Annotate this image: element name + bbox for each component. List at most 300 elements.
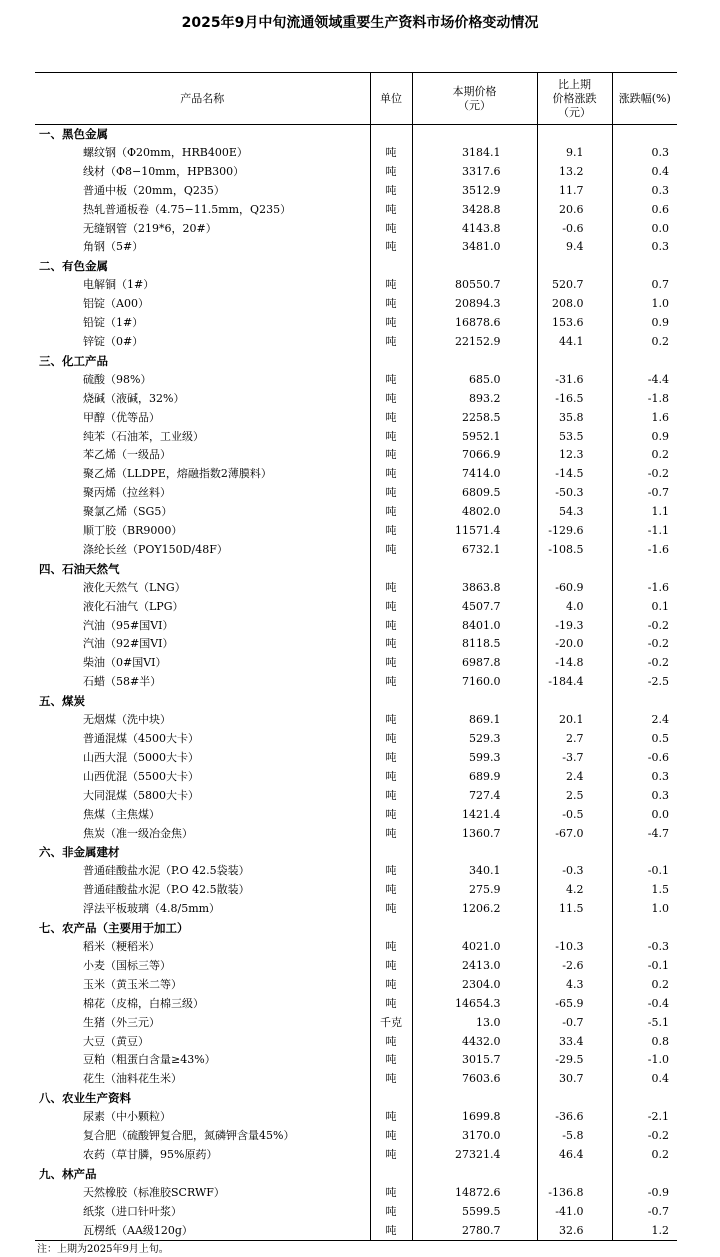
price-cell: 16878.6 bbox=[412, 314, 537, 333]
category-pct-cell bbox=[612, 843, 677, 862]
category-change-cell bbox=[537, 125, 612, 144]
table-row bbox=[35, 579, 677, 598]
table-row bbox=[35, 144, 677, 163]
table-row bbox=[35, 295, 677, 314]
change-cell: 2.4 bbox=[537, 768, 612, 787]
product-name: 聚氯乙烯（SG5） bbox=[83, 505, 173, 519]
change-cell: -16.5 bbox=[537, 390, 612, 409]
price-cell: 2780.7 bbox=[412, 1222, 537, 1241]
product-name: 铅锭（1#） bbox=[83, 316, 144, 330]
table-row bbox=[35, 749, 677, 768]
unit-cell: 吨 bbox=[370, 711, 412, 730]
unit-cell: 吨 bbox=[370, 409, 412, 428]
category-unit-cell bbox=[370, 692, 412, 711]
unit-cell: 吨 bbox=[370, 390, 412, 409]
header-change-line2: 价格涨跌 bbox=[552, 91, 597, 105]
category-name: 一、黑色金属 bbox=[39, 127, 108, 141]
category-unit-cell bbox=[370, 919, 412, 938]
table-row bbox=[35, 446, 677, 465]
product-name: 汽油（92#国VI） bbox=[83, 637, 174, 651]
product-name: 无缝钢管（219*6，20#） bbox=[83, 221, 217, 235]
price-cell: 7160.0 bbox=[412, 673, 537, 692]
table-row bbox=[35, 333, 677, 352]
product-name: 角钢（5#） bbox=[83, 240, 144, 254]
product-name: 普通硅酸盐水泥（P.O 42.5袋装） bbox=[83, 864, 250, 878]
header-price bbox=[412, 73, 537, 125]
table-row bbox=[35, 409, 677, 428]
price-cell: 1360.7 bbox=[412, 825, 537, 844]
unit-cell: 吨 bbox=[370, 1051, 412, 1070]
change-cell: -5.8 bbox=[537, 1127, 612, 1146]
change-cell: -0.6 bbox=[537, 220, 612, 239]
table-row bbox=[35, 900, 677, 919]
pct-cell: -0.2 bbox=[612, 465, 677, 484]
price-cell: 689.9 bbox=[412, 768, 537, 787]
product-name: 电解铜（1#） bbox=[83, 278, 155, 292]
product-name: 纯苯（石油苯，工业级） bbox=[83, 429, 204, 443]
product-name: 山西大混（5000大卡） bbox=[83, 750, 199, 764]
pct-cell: 0.6 bbox=[612, 201, 677, 220]
category-row bbox=[35, 560, 677, 579]
unit-cell: 吨 bbox=[370, 465, 412, 484]
product-name: 涤纶长丝（POY150D/48F） bbox=[83, 542, 228, 556]
pct-cell: -1.6 bbox=[612, 541, 677, 560]
table-row bbox=[35, 957, 677, 976]
table-row bbox=[35, 163, 677, 182]
category-price-cell bbox=[412, 843, 537, 862]
pct-cell: 0.2 bbox=[612, 446, 677, 465]
change-cell: 30.7 bbox=[537, 1070, 612, 1089]
change-cell: -50.3 bbox=[537, 484, 612, 503]
unit-cell: 吨 bbox=[370, 635, 412, 654]
unit-cell: 吨 bbox=[370, 598, 412, 617]
category-unit-cell bbox=[370, 560, 412, 579]
price-cell: 1206.2 bbox=[412, 900, 537, 919]
pct-cell: 0.2 bbox=[612, 1146, 677, 1165]
unit-cell: 吨 bbox=[370, 1184, 412, 1203]
product-name: 尿素（中小颗粒） bbox=[83, 1110, 171, 1124]
product-name: 甲醇（优等品） bbox=[83, 410, 160, 424]
unit-cell: 吨 bbox=[370, 333, 412, 352]
category-name: 六、非金属建材 bbox=[39, 845, 120, 860]
pct-cell: 1.6 bbox=[612, 409, 677, 428]
category-change-cell bbox=[537, 560, 612, 579]
footnote: 注：上期为2025年9月上旬。 bbox=[37, 1244, 169, 1255]
unit-cell: 吨 bbox=[370, 579, 412, 598]
pct-cell: -0.1 bbox=[612, 957, 677, 976]
table-row bbox=[35, 1051, 677, 1070]
category-change-cell bbox=[537, 352, 612, 371]
pct-cell: 0.2 bbox=[612, 976, 677, 995]
table-row bbox=[35, 238, 677, 257]
table-row bbox=[35, 976, 677, 995]
change-cell: -3.7 bbox=[537, 749, 612, 768]
price-cell: 14654.3 bbox=[412, 995, 537, 1014]
change-cell: -19.3 bbox=[537, 617, 612, 636]
change-cell: 11.5 bbox=[537, 900, 612, 919]
category-name: 三、化工产品 bbox=[39, 353, 108, 368]
unit-cell: 吨 bbox=[370, 976, 412, 995]
pct-cell: -1.8 bbox=[612, 390, 677, 409]
category-row bbox=[35, 257, 677, 276]
table-row bbox=[35, 938, 677, 957]
category-row bbox=[35, 125, 677, 144]
product-name: 汽油（95#国VI） bbox=[83, 618, 174, 632]
unit-cell: 吨 bbox=[370, 1127, 412, 1146]
change-cell: -129.6 bbox=[537, 522, 612, 541]
unit-cell: 吨 bbox=[370, 220, 412, 239]
unit-cell: 吨 bbox=[370, 938, 412, 957]
change-cell: -108.5 bbox=[537, 541, 612, 560]
category-price-cell bbox=[412, 352, 537, 371]
price-cell: 5952.1 bbox=[412, 428, 537, 447]
price-cell: 3015.7 bbox=[412, 1051, 537, 1070]
pct-cell: 0.1 bbox=[612, 598, 677, 617]
table-row bbox=[35, 1127, 677, 1146]
unit-cell: 吨 bbox=[370, 238, 412, 257]
product-name: 普通混煤（4500大卡） bbox=[83, 732, 199, 745]
table-row bbox=[35, 1033, 677, 1052]
price-cell: 1699.8 bbox=[412, 1108, 537, 1127]
product-name: 螺纹钢（Φ20mm，HRB400E） bbox=[83, 145, 248, 159]
pct-cell: 0.0 bbox=[612, 806, 677, 825]
pct-cell: 0.4 bbox=[612, 163, 677, 182]
unit-cell: 吨 bbox=[370, 295, 412, 314]
table-row bbox=[35, 201, 677, 220]
product-name: 苯乙烯（一级品） bbox=[83, 448, 171, 462]
unit-cell: 吨 bbox=[370, 825, 412, 844]
change-cell: 54.3 bbox=[537, 503, 612, 522]
product-name: 焦炭（准一级冶金焦） bbox=[83, 826, 193, 840]
pct-cell: -0.2 bbox=[612, 617, 677, 636]
pct-cell: 1.1 bbox=[612, 503, 677, 522]
table-row bbox=[35, 1184, 677, 1203]
category-pct-cell bbox=[612, 257, 677, 276]
product-name: 液化天然气（LNG） bbox=[83, 580, 186, 594]
change-cell: -0.5 bbox=[537, 806, 612, 825]
category-change-cell bbox=[537, 1089, 612, 1108]
table-row bbox=[35, 484, 677, 503]
product-name: 石蜡（58#半） bbox=[83, 675, 162, 689]
price-cell: 340.1 bbox=[412, 862, 537, 881]
change-cell: -14.5 bbox=[537, 465, 612, 484]
category-change-cell bbox=[537, 843, 612, 862]
category-unit-cell bbox=[370, 352, 412, 371]
table-row bbox=[35, 654, 677, 673]
change-cell: -31.6 bbox=[537, 371, 612, 390]
price-cell: 3512.9 bbox=[412, 182, 537, 201]
category-change-cell bbox=[537, 919, 612, 938]
category-price-cell bbox=[412, 1089, 537, 1108]
category-unit-cell bbox=[370, 1089, 412, 1108]
pct-cell: 0.5 bbox=[612, 730, 677, 749]
change-cell: -136.8 bbox=[537, 1184, 612, 1203]
unit-cell: 吨 bbox=[370, 182, 412, 201]
table-row bbox=[35, 862, 677, 881]
change-cell: -65.9 bbox=[537, 995, 612, 1014]
unit-cell: 吨 bbox=[370, 1222, 412, 1241]
unit-cell: 吨 bbox=[370, 673, 412, 692]
pct-cell: -1.1 bbox=[612, 522, 677, 541]
product-name: 顺丁胶（BR9000） bbox=[83, 524, 183, 538]
change-cell: -29.5 bbox=[537, 1051, 612, 1070]
category-price-cell bbox=[412, 1165, 537, 1184]
change-cell: 4.2 bbox=[537, 881, 612, 900]
table-row bbox=[35, 768, 677, 787]
table-row bbox=[35, 673, 677, 692]
product-name: 稻米（粳稻米） bbox=[83, 939, 160, 953]
table-row bbox=[35, 503, 677, 522]
pct-cell: 0.3 bbox=[612, 182, 677, 201]
change-cell: 2.5 bbox=[537, 787, 612, 806]
table-row bbox=[35, 541, 677, 560]
unit-cell: 吨 bbox=[370, 806, 412, 825]
change-cell: 35.8 bbox=[537, 409, 612, 428]
unit-cell: 吨 bbox=[370, 314, 412, 333]
pct-cell: 0.3 bbox=[612, 768, 677, 787]
header-product-name: 产品名称 bbox=[35, 73, 370, 125]
table-row bbox=[35, 314, 677, 333]
category-unit-cell bbox=[370, 843, 412, 862]
price-cell: 869.1 bbox=[412, 711, 537, 730]
price-cell: 20894.3 bbox=[412, 295, 537, 314]
unit-cell: 吨 bbox=[370, 900, 412, 919]
pct-cell: 1.5 bbox=[612, 881, 677, 900]
category-name: 五、煤炭 bbox=[39, 694, 85, 709]
change-cell: -67.0 bbox=[537, 825, 612, 844]
pct-cell: -5.1 bbox=[612, 1014, 677, 1033]
table-row bbox=[35, 787, 677, 806]
price-table bbox=[35, 72, 677, 1241]
category-row bbox=[35, 1089, 677, 1108]
header-pct: 涨跌幅(%) bbox=[612, 73, 677, 125]
category-unit-cell bbox=[370, 257, 412, 276]
product-name: 线材（Φ8−10mm，HPB300） bbox=[83, 164, 245, 178]
category-price-cell bbox=[412, 257, 537, 276]
pct-cell: -4.7 bbox=[612, 825, 677, 844]
pct-cell: -1.0 bbox=[612, 1051, 677, 1070]
product-name: 大豆（黄豆） bbox=[83, 1034, 149, 1048]
product-name: 大同混煤（5800大卡） bbox=[83, 788, 199, 802]
unit-cell: 吨 bbox=[370, 163, 412, 182]
unit-cell: 吨 bbox=[370, 654, 412, 673]
category-name: 七、农产品（主要用于加工） bbox=[39, 921, 189, 936]
price-cell: 4021.0 bbox=[412, 938, 537, 957]
table-row bbox=[35, 371, 677, 390]
change-cell: 20.1 bbox=[537, 711, 612, 730]
product-name: 山西优混（5500大卡） bbox=[83, 769, 199, 783]
table-row bbox=[35, 1203, 677, 1222]
price-cell: 14872.6 bbox=[412, 1184, 537, 1203]
pct-cell: 0.9 bbox=[612, 314, 677, 333]
product-name: 柴油（0#国VI） bbox=[83, 656, 167, 670]
category-change-cell bbox=[537, 1165, 612, 1184]
price-cell: 27321.4 bbox=[412, 1146, 537, 1165]
table-row bbox=[35, 220, 677, 239]
price-cell: 599.3 bbox=[412, 749, 537, 768]
table-row bbox=[35, 465, 677, 484]
pct-cell: -2.1 bbox=[612, 1108, 677, 1127]
change-cell: 46.4 bbox=[537, 1146, 612, 1165]
unit-cell: 千克 bbox=[370, 1014, 412, 1033]
category-pct-cell bbox=[612, 560, 677, 579]
table-row bbox=[35, 1222, 677, 1241]
table-body bbox=[35, 125, 677, 1241]
product-name: 普通硅酸盐水泥（P.O 42.5散装） bbox=[83, 883, 250, 897]
price-cell: 8118.5 bbox=[412, 635, 537, 654]
product-name: 无烟煤（洗中块） bbox=[83, 713, 171, 727]
change-cell: 53.5 bbox=[537, 428, 612, 447]
pct-cell: 0.9 bbox=[612, 428, 677, 447]
product-name: 农药（草甘膦，95%原药） bbox=[83, 1147, 218, 1161]
pct-cell: 0.2 bbox=[612, 333, 677, 352]
price-cell: 3428.8 bbox=[412, 201, 537, 220]
table-row bbox=[35, 881, 677, 900]
table-row bbox=[35, 825, 677, 844]
unit-cell: 吨 bbox=[370, 1203, 412, 1222]
price-cell: 3317.6 bbox=[412, 163, 537, 182]
table-row bbox=[35, 730, 677, 749]
product-name: 聚乙烯（LLDPE，熔融指数2薄膜料） bbox=[83, 467, 272, 481]
change-cell: -184.4 bbox=[537, 673, 612, 692]
pct-cell: 1.0 bbox=[612, 900, 677, 919]
table-row bbox=[35, 711, 677, 730]
header-unit: 单位 bbox=[370, 73, 412, 125]
price-cell: 2304.0 bbox=[412, 976, 537, 995]
change-cell: 44.1 bbox=[537, 333, 612, 352]
product-name: 热轧普通板卷（4.75−11.5mm，Q235） bbox=[83, 202, 292, 216]
change-cell: -60.9 bbox=[537, 579, 612, 598]
table-row bbox=[35, 1146, 677, 1165]
price-cell: 2258.5 bbox=[412, 409, 537, 428]
pct-cell: -0.7 bbox=[612, 1203, 677, 1222]
category-unit-cell bbox=[370, 1165, 412, 1184]
pct-cell: 1.0 bbox=[612, 295, 677, 314]
pct-cell: 0.3 bbox=[612, 238, 677, 257]
unit-cell: 吨 bbox=[370, 484, 412, 503]
pct-cell: -0.4 bbox=[612, 995, 677, 1014]
unit-cell: 吨 bbox=[370, 995, 412, 1014]
product-name: 烧碱（液碱，32%） bbox=[83, 391, 185, 405]
price-cell: 13.0 bbox=[412, 1014, 537, 1033]
category-row bbox=[35, 692, 677, 711]
unit-cell: 吨 bbox=[370, 446, 412, 465]
price-cell: 685.0 bbox=[412, 371, 537, 390]
product-name: 生猪（外三元） bbox=[83, 1015, 160, 1029]
table-row bbox=[35, 598, 677, 617]
category-row bbox=[35, 843, 677, 862]
change-cell: 20.6 bbox=[537, 201, 612, 220]
table-row bbox=[35, 182, 677, 201]
table-row bbox=[35, 1070, 677, 1089]
change-cell: 9.1 bbox=[537, 144, 612, 163]
category-pct-cell bbox=[612, 1165, 677, 1184]
table-row bbox=[35, 995, 677, 1014]
category-row bbox=[35, 352, 677, 371]
price-cell: 4507.7 bbox=[412, 598, 537, 617]
header-price-line2: （元） bbox=[458, 98, 491, 112]
header-price-line1: 本期价格 bbox=[452, 84, 497, 98]
pct-cell: -0.9 bbox=[612, 1184, 677, 1203]
price-cell: 7066.9 bbox=[412, 446, 537, 465]
price-cell: 893.2 bbox=[412, 390, 537, 409]
pct-cell: -1.6 bbox=[612, 579, 677, 598]
pct-cell: 1.2 bbox=[612, 1222, 677, 1241]
header-change-line1: 比上期 bbox=[558, 77, 591, 91]
category-change-cell bbox=[537, 692, 612, 711]
price-cell: 3170.0 bbox=[412, 1127, 537, 1146]
change-cell: 11.7 bbox=[537, 182, 612, 201]
table-row bbox=[35, 1108, 677, 1127]
pct-cell: 2.4 bbox=[612, 711, 677, 730]
table-row bbox=[35, 428, 677, 447]
price-cell: 3863.8 bbox=[412, 579, 537, 598]
category-pct-cell bbox=[612, 352, 677, 371]
table-header bbox=[35, 73, 677, 125]
change-cell: -0.7 bbox=[537, 1014, 612, 1033]
change-cell: -41.0 bbox=[537, 1203, 612, 1222]
unit-cell: 吨 bbox=[370, 1108, 412, 1127]
product-name: 液化石油气（LPG） bbox=[83, 599, 184, 613]
price-cell: 80550.7 bbox=[412, 276, 537, 295]
change-cell: 2.7 bbox=[537, 730, 612, 749]
unit-cell: 吨 bbox=[370, 1146, 412, 1165]
unit-cell: 吨 bbox=[370, 276, 412, 295]
price-cell: 3481.0 bbox=[412, 238, 537, 257]
header-change-line3: （元） bbox=[558, 105, 591, 119]
category-pct-cell bbox=[612, 125, 677, 144]
unit-cell: 吨 bbox=[370, 957, 412, 976]
product-name: 纸浆（进口针叶浆） bbox=[83, 1204, 182, 1218]
table-row bbox=[35, 522, 677, 541]
pct-cell: -0.3 bbox=[612, 938, 677, 957]
unit-cell: 吨 bbox=[370, 1033, 412, 1052]
change-cell: 153.6 bbox=[537, 314, 612, 333]
unit-cell: 吨 bbox=[370, 881, 412, 900]
category-name: 二、有色金属 bbox=[39, 259, 108, 274]
price-cell: 5599.5 bbox=[412, 1203, 537, 1222]
change-cell: 9.4 bbox=[537, 238, 612, 257]
category-pct-cell bbox=[612, 692, 677, 711]
product-name: 天然橡胶（标准胶SCRWF） bbox=[83, 1185, 225, 1199]
product-name: 复合肥（硫酸钾复合肥，氮磷钾含量45%） bbox=[83, 1129, 295, 1143]
pct-cell: 0.3 bbox=[612, 787, 677, 806]
price-cell: 1421.4 bbox=[412, 806, 537, 825]
table-row bbox=[35, 635, 677, 654]
price-cell: 6732.1 bbox=[412, 541, 537, 560]
pct-cell: -0.7 bbox=[612, 484, 677, 503]
pct-cell: -0.6 bbox=[612, 749, 677, 768]
change-cell: -2.6 bbox=[537, 957, 612, 976]
table-row bbox=[35, 1014, 677, 1033]
product-name: 普通中板（20mm，Q235） bbox=[83, 183, 225, 197]
pct-cell: 0.3 bbox=[612, 144, 677, 163]
category-price-cell bbox=[412, 560, 537, 579]
pct-cell: -0.2 bbox=[612, 1127, 677, 1146]
unit-cell: 吨 bbox=[370, 428, 412, 447]
price-cell: 4802.0 bbox=[412, 503, 537, 522]
product-name: 聚丙烯（拉丝料） bbox=[83, 486, 171, 500]
product-name: 铝锭（A00） bbox=[83, 297, 149, 311]
table-row bbox=[35, 276, 677, 295]
category-price-cell bbox=[412, 919, 537, 938]
category-pct-cell bbox=[612, 1089, 677, 1108]
unit-cell: 吨 bbox=[370, 503, 412, 522]
page-title: 2025年9月中旬流通领域重要生产资料市场价格变动情况 bbox=[181, 15, 539, 31]
header-change bbox=[537, 73, 612, 125]
change-cell: 4.0 bbox=[537, 598, 612, 617]
product-name: 小麦（国标三等） bbox=[83, 958, 171, 972]
